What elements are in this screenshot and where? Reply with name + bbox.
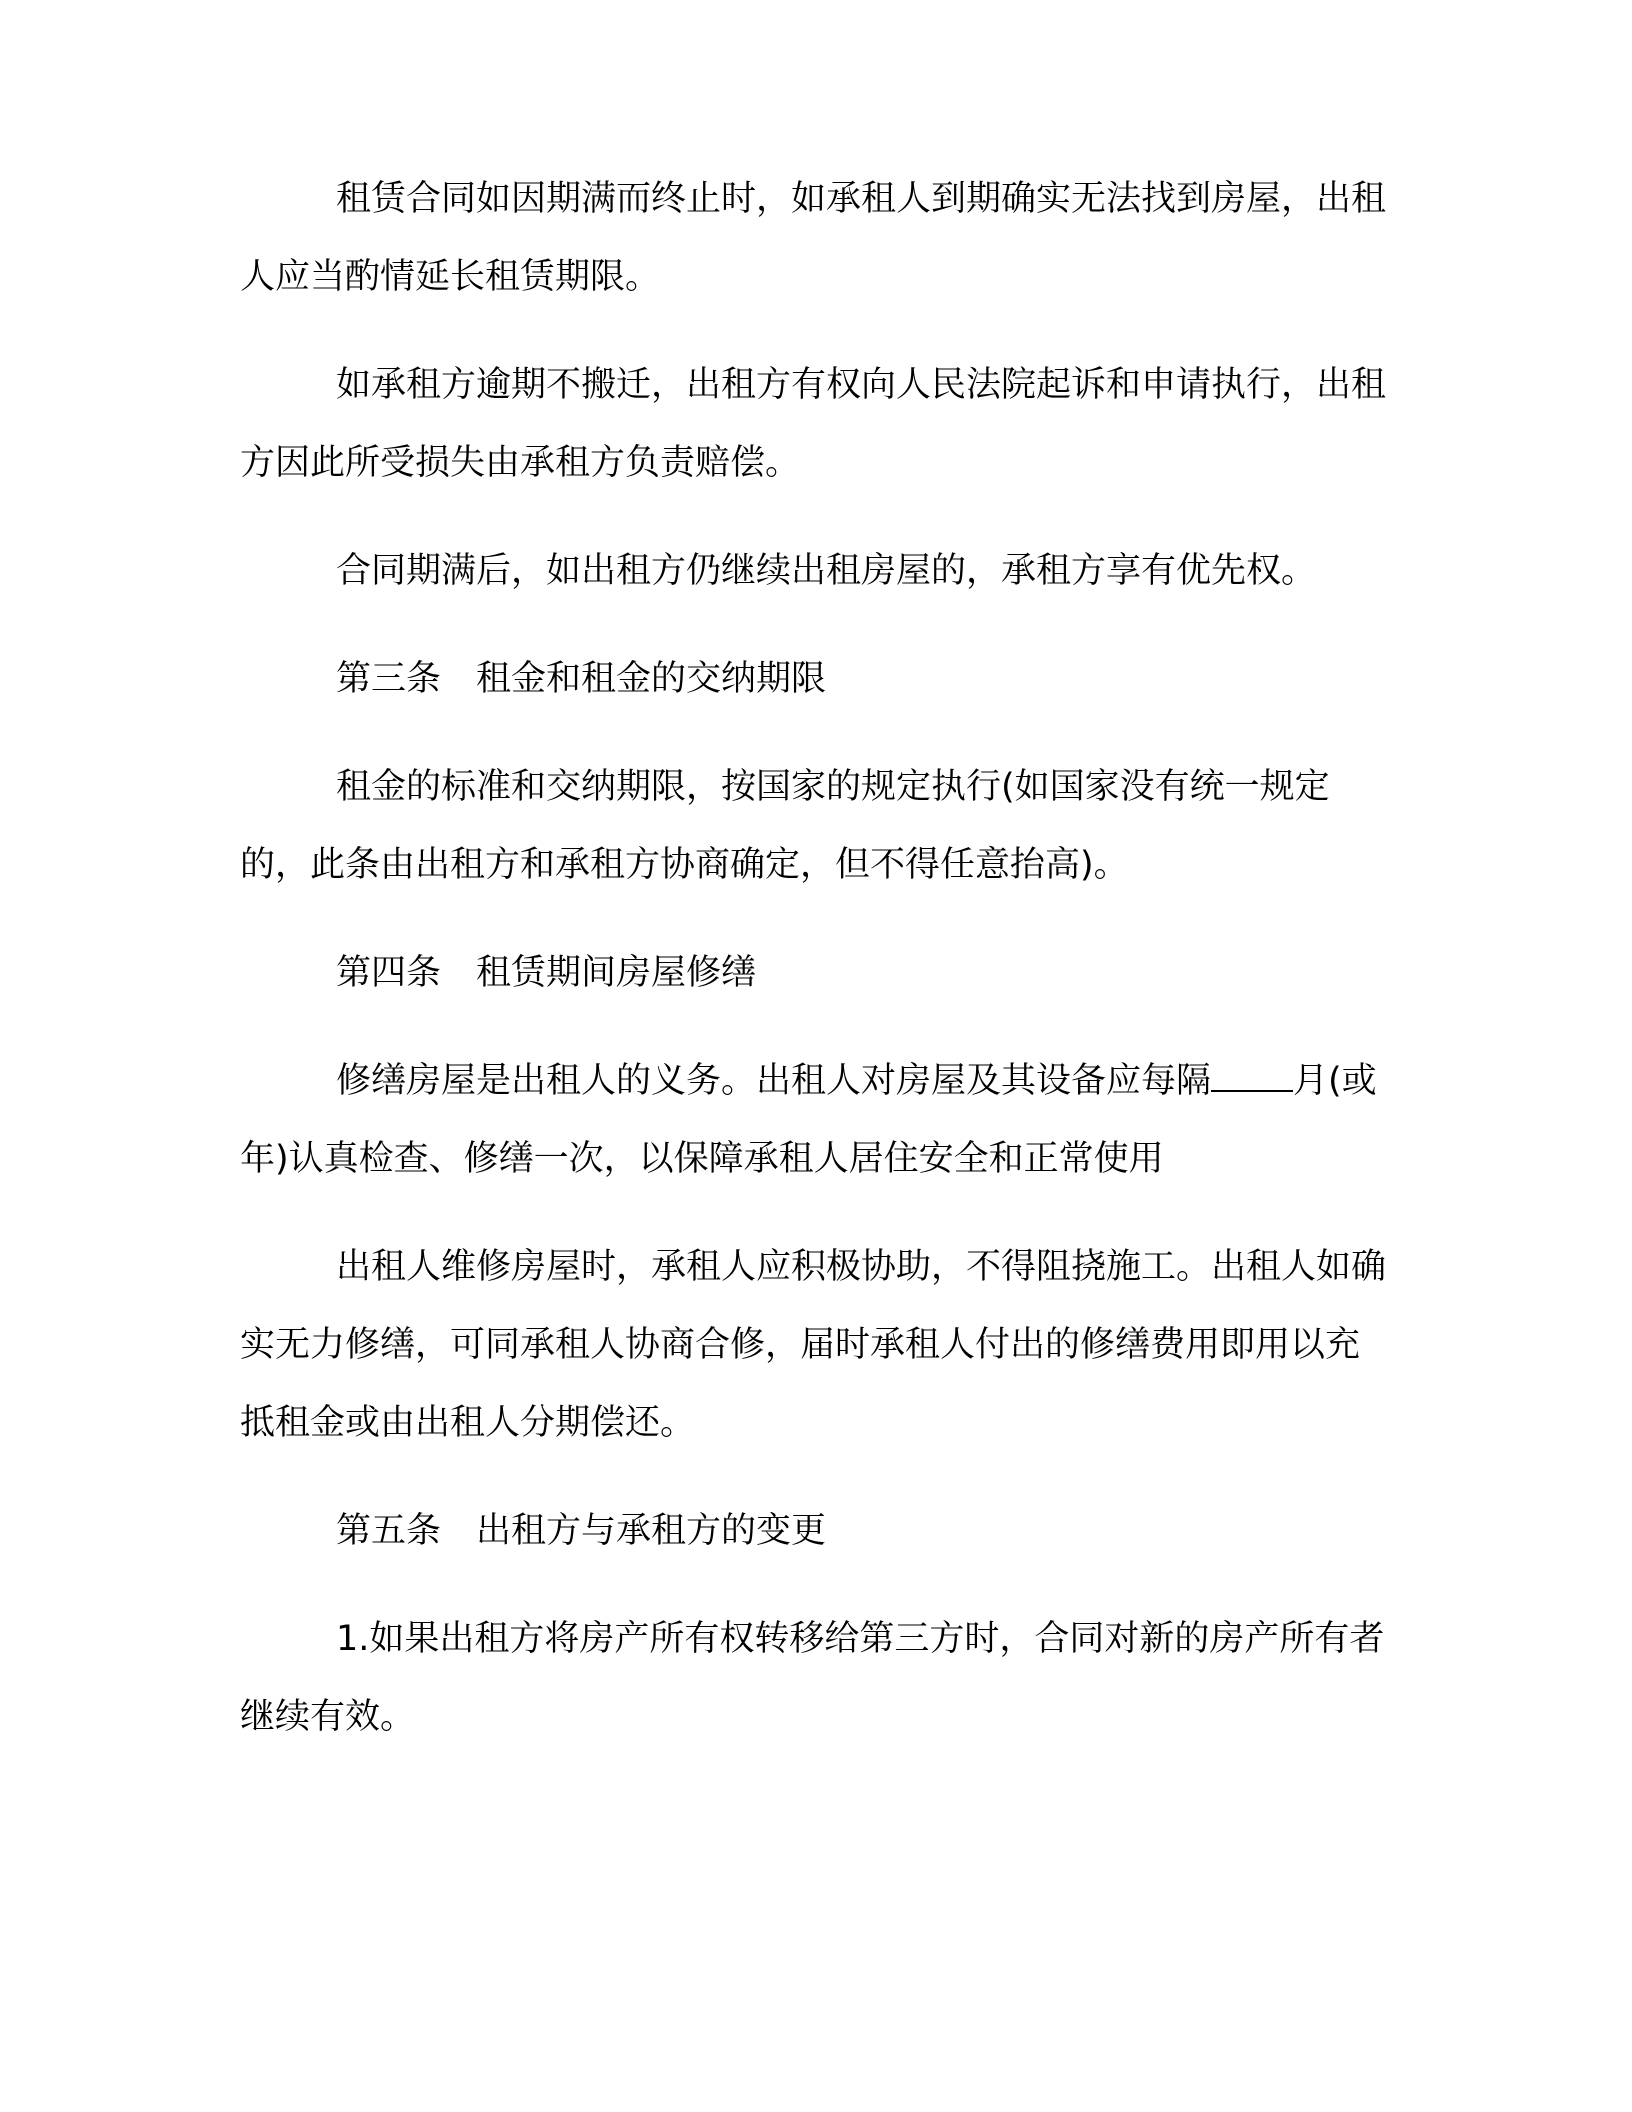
paragraph-overdue-move: 如承租方逾期不搬迁，出租方有权向人民法院起诉和申请执行，出租方因此所受损失由承租方负责赔偿。: [240, 365, 1387, 483]
document-page: [240, 160, 1390, 1786]
paragraph-repair-duty: [240, 1042, 1390, 1198]
fill-in-blank-interval: [1211, 1055, 1293, 1092]
repair-duty-text-start: 修缮房屋是出租人的义务。出租人对房屋及其设备应每隔: [336, 1061, 1212, 1101]
article-3-heading: 第三条 租金和租金的交纳期限: [336, 659, 827, 699]
paragraph-rent-standard: 租金的标准和交纳期限，按国家的规定执行(如国家没有统一规定的，此条由出租方和承租方协商确定，但不得任意抬高)。: [240, 767, 1330, 885]
paragraph-priority-right: 合同期满后，如出租方仍继续出租房屋的，承租方享有优先权。: [336, 551, 1317, 591]
article-4-heading: 第四条 租赁期间房屋修缮: [336, 953, 757, 993]
article-5-heading: 第五条 出租方与承租方的变更: [336, 1511, 827, 1551]
paragraph-repair-cooperation: 出租人维修房屋时，承租人应积极协助，不得阻挠施工。出租人如确实无力修缮，可同承租人协商合修，届时承租人付出的修缮费用即用以充抵租金或由出租人分期偿还。: [240, 1247, 1387, 1443]
paragraph-ownership-transfer: 1.如果出租方将房产所有权转移给第三方时，合同对新的房产所有者继续有效。: [240, 1619, 1385, 1737]
repair-duty-text-end: 月(或年)认真检查、修缮一次，以保障承租人居住安全和正常使用: [240, 1061, 1377, 1179]
paragraph-lease-expiry: 租赁合同如因期满而终止时，如承租人到期确实无法找到房屋，出租人应当酌情延长租赁期限。: [240, 179, 1387, 297]
